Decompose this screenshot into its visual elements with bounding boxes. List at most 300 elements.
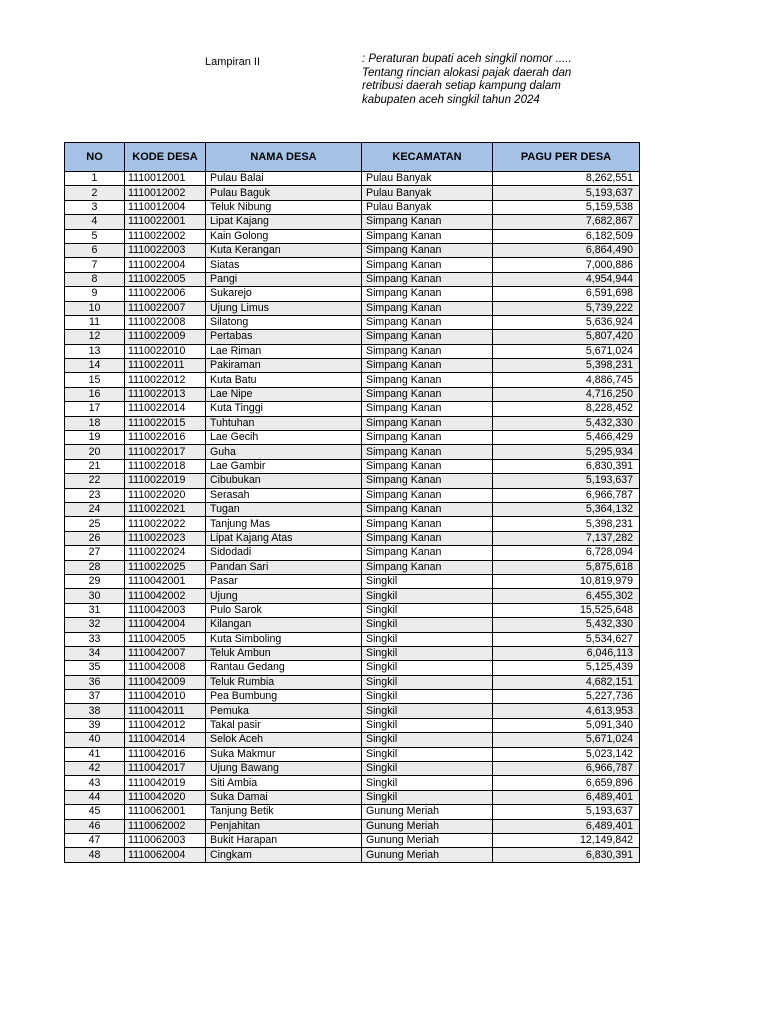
cell-kode-desa: 1110062003	[125, 833, 206, 847]
cell-nama-desa: Kuta Kerangan	[206, 243, 362, 257]
cell-pagu-per-desa: 5,875,618	[493, 560, 640, 574]
cell-kode-desa: 1110022011	[125, 359, 206, 373]
cell-kode-desa: 1110022014	[125, 402, 206, 416]
cell-nama-desa: Teluk Rumbia	[206, 675, 362, 689]
table-row	[65, 200, 640, 214]
cell-pagu-per-desa: 8,262,551	[493, 172, 640, 186]
cell-pagu-per-desa: 10,819,979	[493, 574, 640, 588]
cell-kecamatan: Singkil	[362, 690, 493, 704]
cell-no: 2	[65, 186, 125, 200]
cell-nama-desa: Kuta Tinggi	[206, 402, 362, 416]
cell-kecamatan: Simpang Kanan	[362, 243, 493, 257]
table-row	[65, 287, 640, 301]
cell-pagu-per-desa: 7,137,282	[493, 531, 640, 545]
cell-kecamatan: Pulau Banyak	[362, 186, 493, 200]
cell-no: 9	[65, 287, 125, 301]
cell-pagu-per-desa: 5,398,231	[493, 517, 640, 531]
table-row	[65, 762, 640, 776]
table-row	[65, 546, 640, 560]
cell-pagu-per-desa: 5,398,231	[493, 359, 640, 373]
table-row	[65, 402, 640, 416]
cell-kode-desa: 1110022008	[125, 315, 206, 329]
cell-pagu-per-desa: 5,466,429	[493, 431, 640, 445]
cell-kecamatan: Simpang Kanan	[362, 258, 493, 272]
cell-nama-desa: Sukarejo	[206, 287, 362, 301]
cell-no: 16	[65, 387, 125, 401]
cell-no: 17	[65, 402, 125, 416]
cell-kecamatan: Simpang Kanan	[362, 560, 493, 574]
cell-pagu-per-desa: 6,489,401	[493, 790, 640, 804]
table-row	[65, 646, 640, 660]
cell-pagu-per-desa: 5,432,330	[493, 618, 640, 632]
cell-no: 27	[65, 546, 125, 560]
table-row	[65, 790, 640, 804]
cell-no: 25	[65, 517, 125, 531]
cell-pagu-per-desa: 5,739,222	[493, 301, 640, 315]
cell-nama-desa: Pasar	[206, 574, 362, 588]
cell-kecamatan: Singkil	[362, 618, 493, 632]
cell-no: 1	[65, 172, 125, 186]
table-row	[65, 603, 640, 617]
cell-no: 13	[65, 344, 125, 358]
cell-pagu-per-desa: 6,046,113	[493, 646, 640, 660]
table-row	[65, 733, 640, 747]
cell-pagu-per-desa: 6,182,509	[493, 229, 640, 243]
cell-pagu-per-desa: 5,125,439	[493, 661, 640, 675]
table-row	[65, 229, 640, 243]
cell-kecamatan: Simpang Kanan	[362, 517, 493, 531]
lampiran-label: Lampiran II	[205, 56, 261, 68]
cell-pagu-per-desa: 5,432,330	[493, 416, 640, 430]
cell-nama-desa: Pemuka	[206, 704, 362, 718]
cell-no: 15	[65, 373, 125, 387]
cell-kode-desa: 1110022023	[125, 531, 206, 545]
cell-kecamatan: Simpang Kanan	[362, 474, 493, 488]
cell-pagu-per-desa: 15,525,648	[493, 603, 640, 617]
description-line: retribusi daerah setiap kampung dalam	[362, 80, 561, 93]
cell-kode-desa: 1110022007	[125, 301, 206, 315]
cell-pagu-per-desa: 4,716,250	[493, 387, 640, 401]
cell-kecamatan: Simpang Kanan	[362, 315, 493, 329]
cell-no: 35	[65, 661, 125, 675]
cell-pagu-per-desa: 6,728,094	[493, 546, 640, 560]
cell-nama-desa: Lipat Kajang	[206, 215, 362, 229]
allocation-table	[64, 142, 640, 863]
cell-pagu-per-desa: 5,671,024	[493, 733, 640, 747]
cell-no: 36	[65, 675, 125, 689]
table-row	[65, 215, 640, 229]
cell-nama-desa: Cibubukan	[206, 474, 362, 488]
cell-no: 42	[65, 762, 125, 776]
cell-kecamatan: Singkil	[362, 675, 493, 689]
cell-no: 40	[65, 733, 125, 747]
cell-kecamatan: Simpang Kanan	[362, 287, 493, 301]
cell-no: 19	[65, 431, 125, 445]
cell-no: 20	[65, 445, 125, 459]
cell-no: 8	[65, 272, 125, 286]
description-line: Tentang rincian alokasi pajak daerah dan	[362, 66, 572, 79]
cell-no: 30	[65, 589, 125, 603]
cell-no: 7	[65, 258, 125, 272]
cell-pagu-per-desa: 6,591,698	[493, 287, 640, 301]
cell-kode-desa: 1110042005	[125, 632, 206, 646]
cell-nama-desa: Pandan Sari	[206, 560, 362, 574]
cell-nama-desa: Lae Gambir	[206, 459, 362, 473]
cell-kecamatan: Singkil	[362, 733, 493, 747]
cell-kode-desa: 1110022005	[125, 272, 206, 286]
cell-no: 46	[65, 819, 125, 833]
cell-no: 28	[65, 560, 125, 574]
cell-pagu-per-desa: 8,228,452	[493, 402, 640, 416]
cell-nama-desa: Bukit Harapan	[206, 833, 362, 847]
cell-kode-desa: 1110042009	[125, 675, 206, 689]
cell-kecamatan: Singkil	[362, 762, 493, 776]
cell-no: 45	[65, 805, 125, 819]
cell-nama-desa: Kilangan	[206, 618, 362, 632]
cell-kecamatan: Singkil	[362, 661, 493, 675]
cell-pagu-per-desa: 5,636,924	[493, 315, 640, 329]
cell-pagu-per-desa: 6,489,401	[493, 819, 640, 833]
table-row	[65, 833, 640, 847]
cell-no: 21	[65, 459, 125, 473]
regulation-description	[362, 53, 662, 107]
table-row	[65, 618, 640, 632]
cell-kecamatan: Simpang Kanan	[362, 272, 493, 286]
cell-nama-desa: Lae Gecih	[206, 431, 362, 445]
cell-pagu-per-desa: 6,966,787	[493, 762, 640, 776]
cell-no: 10	[65, 301, 125, 315]
table-row	[65, 632, 640, 646]
cell-kode-desa: 1110022025	[125, 560, 206, 574]
cell-kode-desa: 1110022021	[125, 502, 206, 516]
cell-no: 43	[65, 776, 125, 790]
cell-kecamatan: Simpang Kanan	[362, 229, 493, 243]
cell-kecamatan: Simpang Kanan	[362, 359, 493, 373]
cell-kecamatan: Singkil	[362, 776, 493, 790]
cell-kecamatan: Gunung Meriah	[362, 833, 493, 847]
cell-kecamatan: Singkil	[362, 603, 493, 617]
cell-pagu-per-desa: 5,295,934	[493, 445, 640, 459]
cell-no: 4	[65, 215, 125, 229]
cell-kecamatan: Singkil	[362, 747, 493, 761]
cell-nama-desa: Siti Ambia	[206, 776, 362, 790]
cell-kecamatan: Singkil	[362, 790, 493, 804]
cell-nama-desa: Silatong	[206, 315, 362, 329]
cell-nama-desa: Guha	[206, 445, 362, 459]
cell-kode-desa: 1110042016	[125, 747, 206, 761]
cell-kode-desa: 1110042008	[125, 661, 206, 675]
cell-kecamatan: Simpang Kanan	[362, 301, 493, 315]
cell-pagu-per-desa: 4,954,944	[493, 272, 640, 286]
cell-kode-desa: 1110042003	[125, 603, 206, 617]
cell-nama-desa: Ujung	[206, 589, 362, 603]
cell-kode-desa: 1110042019	[125, 776, 206, 790]
cell-pagu-per-desa: 5,807,420	[493, 330, 640, 344]
cell-nama-desa: Pangi	[206, 272, 362, 286]
cell-pagu-per-desa: 5,091,340	[493, 718, 640, 732]
cell-kode-desa: 1110022002	[125, 229, 206, 243]
cell-kode-desa: 1110042004	[125, 618, 206, 632]
cell-kode-desa: 1110022015	[125, 416, 206, 430]
cell-no: 24	[65, 502, 125, 516]
table-row	[65, 661, 640, 675]
cell-pagu-per-desa: 5,023,142	[493, 747, 640, 761]
cell-kode-desa: 1110022020	[125, 488, 206, 502]
table-row	[65, 330, 640, 344]
cell-nama-desa: Siatas	[206, 258, 362, 272]
cell-no: 6	[65, 243, 125, 257]
cell-kode-desa: 1110022006	[125, 287, 206, 301]
cell-no: 18	[65, 416, 125, 430]
cell-kecamatan: Gunung Meriah	[362, 848, 493, 862]
cell-nama-desa: Teluk Nibung	[206, 200, 362, 214]
cell-kode-desa: 1110022004	[125, 258, 206, 272]
cell-nama-desa: Kuta Batu	[206, 373, 362, 387]
cell-pagu-per-desa: 7,000,886	[493, 258, 640, 272]
table-row	[65, 344, 640, 358]
table-row	[65, 502, 640, 516]
table-row	[65, 690, 640, 704]
cell-no: 48	[65, 848, 125, 862]
cell-kode-desa: 1110042012	[125, 718, 206, 732]
cell-no: 47	[65, 833, 125, 847]
cell-nama-desa: Kuta Simboling	[206, 632, 362, 646]
cell-nama-desa: Tanjung Betik	[206, 805, 362, 819]
column-header-pagu-per-desa: PAGU PER DESA	[493, 143, 640, 172]
table-row	[65, 445, 640, 459]
cell-kecamatan: Simpang Kanan	[362, 488, 493, 502]
cell-nama-desa: Suka Makmur	[206, 747, 362, 761]
cell-pagu-per-desa: 6,659,896	[493, 776, 640, 790]
cell-kecamatan: Pulau Banyak	[362, 172, 493, 186]
table-row	[65, 301, 640, 315]
table-row	[65, 819, 640, 833]
table-row	[65, 675, 640, 689]
cell-pagu-per-desa: 7,682,867	[493, 215, 640, 229]
table-body	[65, 172, 640, 863]
cell-pagu-per-desa: 5,193,637	[493, 186, 640, 200]
cell-nama-desa: Ujung Limus	[206, 301, 362, 315]
table-row	[65, 359, 640, 373]
table-row	[65, 172, 640, 186]
cell-kecamatan: Singkil	[362, 718, 493, 732]
cell-nama-desa: Rantau Gedang	[206, 661, 362, 675]
cell-kode-desa: 1110022017	[125, 445, 206, 459]
cell-no: 33	[65, 632, 125, 646]
cell-kode-desa: 1110022016	[125, 431, 206, 445]
cell-kode-desa: 1110042017	[125, 762, 206, 776]
cell-kecamatan: Singkil	[362, 646, 493, 660]
cell-kecamatan: Pulau Banyak	[362, 200, 493, 214]
table-row	[65, 560, 640, 574]
cell-kode-desa: 1110022012	[125, 373, 206, 387]
table-row	[65, 416, 640, 430]
cell-no: 41	[65, 747, 125, 761]
cell-nama-desa: Tuhtuhan	[206, 416, 362, 430]
cell-kode-desa: 1110042001	[125, 574, 206, 588]
cell-no: 44	[65, 790, 125, 804]
table-row	[65, 243, 640, 257]
cell-no: 14	[65, 359, 125, 373]
cell-kecamatan: Gunung Meriah	[362, 819, 493, 833]
cell-nama-desa: Tugan	[206, 502, 362, 516]
cell-pagu-per-desa: 4,682,151	[493, 675, 640, 689]
cell-pagu-per-desa: 6,455,302	[493, 589, 640, 603]
description-line: kabupaten aceh singkil tahun 2024	[362, 93, 540, 106]
cell-pagu-per-desa: 12,149,842	[493, 833, 640, 847]
cell-kecamatan: Simpang Kanan	[362, 502, 493, 516]
cell-nama-desa: Teluk Ambun	[206, 646, 362, 660]
cell-nama-desa: Pakiraman	[206, 359, 362, 373]
cell-pagu-per-desa: 6,864,490	[493, 243, 640, 257]
cell-pagu-per-desa: 5,193,637	[493, 805, 640, 819]
cell-kode-desa: 1110012004	[125, 200, 206, 214]
cell-no: 32	[65, 618, 125, 632]
cell-no: 39	[65, 718, 125, 732]
table-row	[65, 574, 640, 588]
column-header-kecamatan: KECAMATAN	[362, 143, 493, 172]
cell-nama-desa: Lae Riman	[206, 344, 362, 358]
table-row	[65, 704, 640, 718]
cell-kode-desa: 1110042002	[125, 589, 206, 603]
cell-kecamatan: Singkil	[362, 704, 493, 718]
table-row	[65, 315, 640, 329]
cell-kode-desa: 1110042011	[125, 704, 206, 718]
table-row	[65, 531, 640, 545]
description-line: : Peraturan bupati aceh singkil nomor .....	[362, 53, 572, 65]
cell-kecamatan: Simpang Kanan	[362, 215, 493, 229]
cell-kecamatan: Simpang Kanan	[362, 531, 493, 545]
cell-kode-desa: 1110022001	[125, 215, 206, 229]
cell-kode-desa: 1110022010	[125, 344, 206, 358]
cell-kode-desa: 1110022024	[125, 546, 206, 560]
cell-nama-desa: Pulau Baguk	[206, 186, 362, 200]
table-header-row	[65, 143, 640, 172]
table-row	[65, 747, 640, 761]
cell-kode-desa: 1110062002	[125, 819, 206, 833]
cell-kecamatan: Simpang Kanan	[362, 445, 493, 459]
cell-no: 26	[65, 531, 125, 545]
cell-no: 37	[65, 690, 125, 704]
cell-pagu-per-desa: 5,364,132	[493, 502, 640, 516]
cell-nama-desa: Cingkam	[206, 848, 362, 862]
cell-pagu-per-desa: 6,966,787	[493, 488, 640, 502]
cell-kode-desa: 1110042007	[125, 646, 206, 660]
column-header-no: NO	[65, 143, 125, 172]
cell-kode-desa: 1110022018	[125, 459, 206, 473]
cell-nama-desa: Takal pasir	[206, 718, 362, 732]
cell-kecamatan: Simpang Kanan	[362, 387, 493, 401]
column-header-nama-desa: NAMA DESA	[206, 143, 362, 172]
cell-pagu-per-desa: 6,830,391	[493, 459, 640, 473]
cell-pagu-per-desa: 4,613,953	[493, 704, 640, 718]
cell-kecamatan: Simpang Kanan	[362, 546, 493, 560]
cell-kecamatan: Simpang Kanan	[362, 330, 493, 344]
cell-kecamatan: Simpang Kanan	[362, 344, 493, 358]
cell-nama-desa: Serasah	[206, 488, 362, 502]
cell-pagu-per-desa: 5,159,538	[493, 200, 640, 214]
cell-kecamatan: Simpang Kanan	[362, 373, 493, 387]
cell-nama-desa: Suka Damai	[206, 790, 362, 804]
cell-nama-desa: Lipat Kajang Atas	[206, 531, 362, 545]
cell-kecamatan: Simpang Kanan	[362, 416, 493, 430]
cell-kecamatan: Gunung Meriah	[362, 805, 493, 819]
table-row	[65, 589, 640, 603]
cell-no: 11	[65, 315, 125, 329]
table-row	[65, 488, 640, 502]
table-row	[65, 431, 640, 445]
cell-no: 5	[65, 229, 125, 243]
cell-nama-desa: Sidodadi	[206, 546, 362, 560]
table-row	[65, 517, 640, 531]
cell-kode-desa: 1110022022	[125, 517, 206, 531]
cell-nama-desa: Lae Nipe	[206, 387, 362, 401]
column-header-kode-desa: KODE DESA	[125, 143, 206, 172]
cell-nama-desa: Tanjung Mas	[206, 517, 362, 531]
cell-no: 34	[65, 646, 125, 660]
table-row	[65, 186, 640, 200]
cell-kecamatan: Simpang Kanan	[362, 402, 493, 416]
cell-kode-desa: 1110022009	[125, 330, 206, 344]
table-row	[65, 848, 640, 862]
cell-kode-desa: 1110012002	[125, 186, 206, 200]
table-row	[65, 387, 640, 401]
cell-nama-desa: Penjahitan	[206, 819, 362, 833]
cell-kode-desa: 1110042014	[125, 733, 206, 747]
table-row	[65, 258, 640, 272]
cell-kecamatan: Singkil	[362, 574, 493, 588]
cell-pagu-per-desa: 6,830,391	[493, 848, 640, 862]
table-row	[65, 272, 640, 286]
cell-kode-desa: 1110022003	[125, 243, 206, 257]
cell-kecamatan: Singkil	[362, 589, 493, 603]
table-row	[65, 776, 640, 790]
cell-nama-desa: Pertabas	[206, 330, 362, 344]
cell-kode-desa: 1110062001	[125, 805, 206, 819]
cell-kode-desa: 1110022013	[125, 387, 206, 401]
table-row	[65, 459, 640, 473]
table-row	[65, 474, 640, 488]
cell-kecamatan: Simpang Kanan	[362, 431, 493, 445]
cell-pagu-per-desa: 5,671,024	[493, 344, 640, 358]
cell-kode-desa: 1110012001	[125, 172, 206, 186]
cell-kecamatan: Singkil	[362, 632, 493, 646]
cell-no: 29	[65, 574, 125, 588]
cell-nama-desa: Pea Bumbung	[206, 690, 362, 704]
cell-no: 31	[65, 603, 125, 617]
cell-kode-desa: 1110022019	[125, 474, 206, 488]
cell-nama-desa: Kain Golong	[206, 229, 362, 243]
cell-nama-desa: Pulo Sarok	[206, 603, 362, 617]
cell-nama-desa: Selok Aceh	[206, 733, 362, 747]
cell-no: 38	[65, 704, 125, 718]
cell-no: 3	[65, 200, 125, 214]
cell-kode-desa: 1110042010	[125, 690, 206, 704]
cell-no: 12	[65, 330, 125, 344]
cell-pagu-per-desa: 5,534,627	[493, 632, 640, 646]
cell-pagu-per-desa: 5,227,736	[493, 690, 640, 704]
cell-pagu-per-desa: 5,193,637	[493, 474, 640, 488]
table-row	[65, 718, 640, 732]
cell-kode-desa: 1110062004	[125, 848, 206, 862]
cell-no: 23	[65, 488, 125, 502]
cell-kecamatan: Simpang Kanan	[362, 459, 493, 473]
table-row	[65, 373, 640, 387]
cell-no: 22	[65, 474, 125, 488]
cell-pagu-per-desa: 4,886,745	[493, 373, 640, 387]
cell-kode-desa: 1110042020	[125, 790, 206, 804]
cell-nama-desa: Pulau Balai	[206, 172, 362, 186]
